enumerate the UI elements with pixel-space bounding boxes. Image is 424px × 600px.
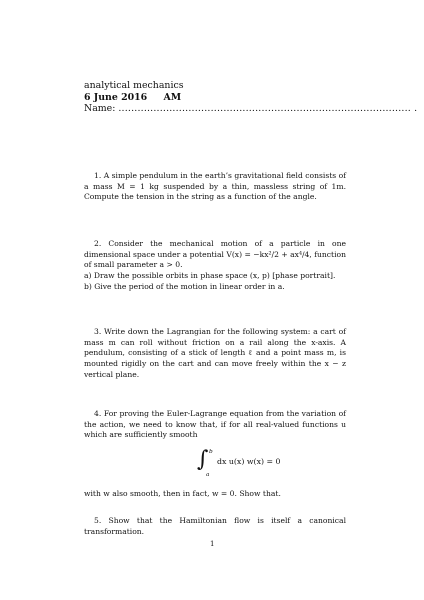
problem-5 [84, 516, 346, 537]
problem-1-number: 1. [94, 171, 102, 180]
exam-date: 6 June 2016 [84, 91, 148, 103]
problem-2-number: 2. [94, 239, 102, 248]
name-line [84, 103, 418, 115]
integral-upper-limit: b [209, 449, 213, 456]
problem-5-text: Show that the Hamiltonian flow is itself a canonical transformation. [84, 516, 346, 536]
problem-4-equation-row [84, 445, 346, 489]
problem-4 [84, 409, 346, 500]
problem-3 [84, 327, 346, 381]
exam-header [84, 80, 418, 115]
problem-4-equation [84, 449, 346, 485]
integral-body: dx u(x) w(x) = 0 [217, 457, 281, 467]
problem-4-intro-block [84, 409, 346, 441]
integral-sign: ∫ [197, 447, 209, 473]
problem-4-intro: For proving the Euler-Lagrange equation from the variation of the action, we need to know that, if for all real-valued functions u which are sufficiently smooth [84, 409, 346, 440]
name-label: Name: [84, 103, 116, 114]
integral-lower-limit: a [206, 472, 210, 479]
problem-5-number: 5. [94, 516, 102, 525]
problem-3-text: Write down the Lagrangian for the following system: a cart of mass m can roll without friction on a rail along the x-axis. A pendulum, consisting of a stick of length ℓ and a point mass m, is mounted rigidly on the cart and can move freely within the x − z vertical plane. [84, 327, 346, 379]
problem-4-number: 4. [94, 409, 102, 418]
problem-2-intro-block [84, 239, 346, 271]
exam-session: AM [163, 91, 182, 103]
exam-date-line [84, 92, 354, 104]
problem-1-text: A simple pendulum in the earth’s gravitational field consists of a mass M = 1 kg suspended by a thin, massless string of 1m. Compute the tension in the string as a function of the angle. [84, 171, 346, 202]
problem-1 [84, 171, 346, 203]
problem-2-part-a: a) Draw the possible orbits in phase space (x, p) [phase portrait]. [84, 271, 336, 281]
problem-2-intro: Consider the mechanical motion of a particle in one dimensional space under a potential V(x) = −kx²/2 + ax⁴/4, function of small parameter a > 0. [84, 239, 346, 270]
course-title: analytical mechanics [84, 80, 184, 91]
problem-4-outro: with w also smooth, then in fact, w = 0. Show that. [84, 489, 281, 499]
name-field: ............................................................................................ . [118, 103, 418, 114]
problem-3-number: 3. [94, 327, 102, 336]
problem-2-part-b: b) Give the period of the motion in linear order in a. [84, 281, 285, 291]
page-number: 1 [210, 540, 215, 548]
problem-2 [84, 239, 346, 293]
